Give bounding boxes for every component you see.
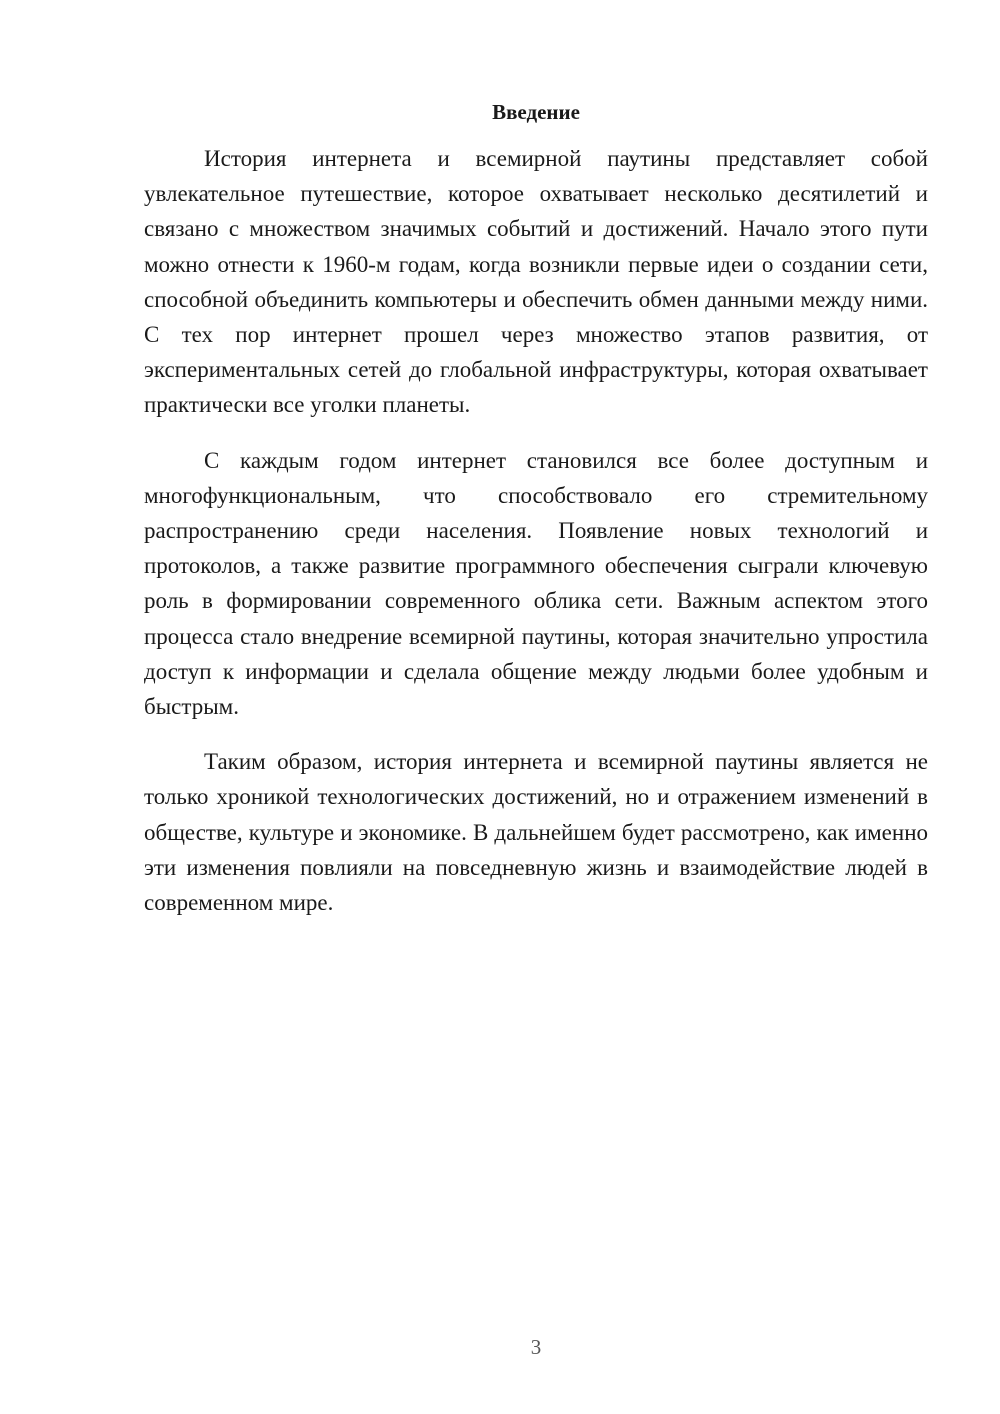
body-text	[144, 141, 928, 940]
page-number: 3	[530, 1335, 542, 1359]
paragraph-3: Таким образом, история интернета и всемирной паутины является не только хроникой технологических достижений, но и отражением изменений в обществе, культуре и экономике. В дальнейшем будет рассмотрено, как именно эти изменения повлияли на повседневную жизнь и взаимодействие людей в современном мире.	[144, 749, 928, 916]
paragraph-2: С каждым годом интернет становился все более доступным и многофункциональным, что способствовало его стремительному распространению среди населения. Появление новых технологий и протоколов, а также развитие программного обеспечения сыграли ключевую роль в формировании современного облика сети. Важным аспектом этого процесса стало внедрение всемирной паутины, которая значительно упростила доступ к информации и сделала общение между людьми более удобным и быстрым.	[144, 447, 928, 720]
paragraph-1: История интернета и всемирной паутины представляет собой увлекательное путешествие, которое охватывает несколько десятилетий и связано с множеством значимых событий и достижений. Начало этого пути можно отнести к 1960-м годам, когда возникли первые идеи о создании сети, способной объединить компьютеры и обеспечить обмен данными между ними. С тех пор интернет прошел через множество этапов развития, от экспериментальных сетей до глобальной инфраструктуры, которая охватывает практически все уголки планеты.	[144, 146, 928, 418]
section-heading: Введение	[492, 100, 580, 124]
